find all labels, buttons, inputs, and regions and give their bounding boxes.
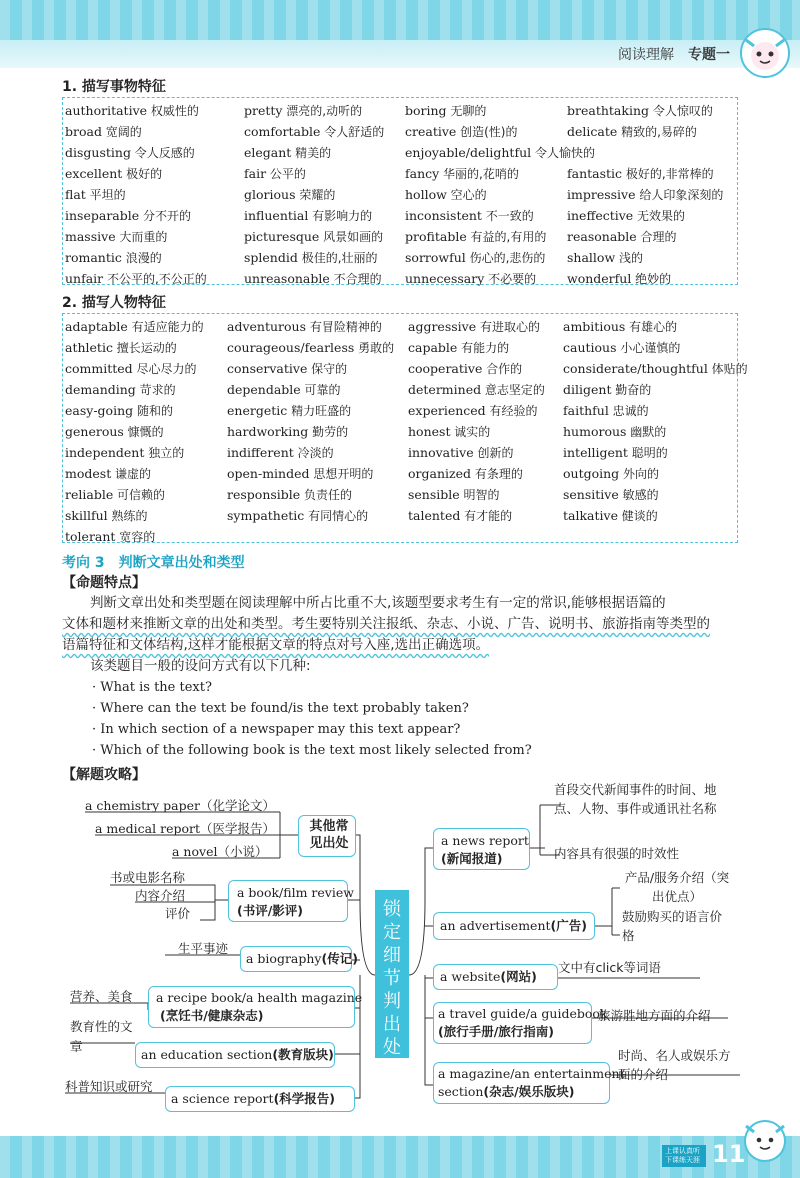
vocab-meaning: 意志坚定的 [481, 383, 545, 397]
vocab-meaning: 浅的 [615, 251, 643, 265]
vocab-meaning: 体贴的 [707, 362, 748, 376]
vocab-word: sensitive [563, 487, 619, 502]
vocab-meaning: 有益的,有用的 [466, 230, 547, 244]
vocab-meaning: 无聊的 [446, 104, 487, 118]
vocab-word: organized [408, 466, 471, 481]
question-form-1: · What is the text? [92, 680, 212, 695]
vocab-meaning: 可信赖的 [113, 488, 166, 502]
node-travel-en: a travel guide/a guidebook [438, 1006, 608, 1021]
strategy-label: 【解题攻略】 [62, 767, 146, 783]
node-other-label: 其他常见出处 [309, 819, 349, 851]
vocab-meaning: 极佳的,壮丽的 [297, 251, 378, 265]
node-travel-zh: (旅行手册/旅行指南) [438, 1024, 554, 1039]
node-ad: an advertisement(广告) [440, 918, 587, 933]
vocab-word: reasonable [567, 229, 637, 244]
vocab-word: boring [405, 103, 447, 118]
note-science: 科普知识或研究 [65, 1079, 153, 1094]
vocab-meaning: 有经验的 [485, 404, 538, 418]
vocab-meaning: 熟练的 [107, 509, 148, 523]
vocab-word: broad [65, 124, 102, 139]
vocab-word: ineffective [567, 208, 634, 223]
vocab-word: inconsistent [405, 208, 482, 223]
vocab-word: splendid [244, 250, 298, 265]
vocab-meaning: 勤劳的 [308, 425, 349, 439]
vocab-word: adaptable [65, 319, 128, 334]
vocab-word: sorrowful [405, 250, 466, 265]
vocab-word: talkative [563, 508, 618, 523]
vocab-meaning: 公平的 [266, 167, 306, 181]
kaoxiang-title: 考向 3 判断文章出处和类型 [62, 555, 245, 571]
vocab-word: inseparable [65, 208, 140, 223]
vocab-word: talented [408, 508, 461, 523]
vocab-word: courageous/fearless [227, 340, 355, 355]
feature-line-1: 判断文章出处和类型题在阅读理解中所占比重不大,该题型要求考生有一定的常识,能够根据语篇的 [90, 595, 666, 611]
vocab-meaning: 明智的 [459, 488, 500, 502]
vocab-word: considerate/thoughtful [563, 361, 708, 376]
vocab-word: comfortable [244, 124, 321, 139]
vocab-word: sympathetic [227, 508, 305, 523]
vocab-word: adventurous [227, 319, 307, 334]
vocab-meaning: 合理的 [636, 230, 677, 244]
vocab-meaning: 勤奋的 [611, 383, 652, 397]
vocab-meaning: 有进取心的 [476, 320, 540, 334]
vocab-meaning: 令人惊叹的 [649, 104, 713, 118]
vocab-word: influential [244, 208, 309, 223]
feature-line-3: 语篇特征和文体结构,这样才能根据文章的特点对号入座,选出正确选项。 [62, 637, 490, 653]
note-ad-2: 鼓励购买的语言价格 [622, 909, 723, 943]
vocab-word: hollow [405, 187, 447, 202]
vocab-word: aggressive [408, 319, 477, 334]
vocab-word: energetic [227, 403, 288, 418]
vocab-meaning: 擅长运动的 [112, 341, 177, 355]
vocab-meaning: 宽阔的 [101, 125, 142, 139]
note-news-2: 内容具有很强的时效性 [554, 846, 680, 861]
vocab-word: impressive [567, 187, 636, 202]
vocab-meaning: 分不开的 [139, 209, 191, 223]
vocab-meaning: 不公平的,不公正的 [103, 272, 207, 286]
vocab-meaning: 冷淡的 [293, 446, 334, 460]
vocab-meaning: 健谈的 [617, 509, 658, 523]
vocab-word: sensible [408, 487, 460, 502]
vocab-meaning: 尽心尽力的 [132, 362, 197, 376]
vocab-word: determined [408, 382, 482, 397]
header-topic: 专题一 [688, 47, 730, 63]
vocab-word: modest [65, 466, 112, 481]
question-form-3: · In which section of a newspaper may this text appear? [92, 722, 461, 737]
vocab-meaning: 绝妙的 [631, 272, 672, 286]
vocab-meaning: 不必要的 [484, 272, 537, 286]
vocab-word: enjoyable/delightful [405, 145, 532, 160]
note-recipe: 营养、美食 [70, 989, 133, 1004]
vocab-meaning: 浪漫的 [121, 251, 162, 265]
vocab-word: reliable [65, 487, 114, 502]
vocab-meaning: 精美的 [291, 146, 332, 160]
vocab-word: fancy [405, 166, 440, 181]
vocab-word: massive [65, 229, 116, 244]
vocab-word: cautious [563, 340, 617, 355]
vocab-meaning: 有条理的 [471, 467, 523, 481]
vocab-meaning: 令人舒适的 [320, 125, 385, 139]
vocab-meaning: 有同情心的 [304, 509, 369, 523]
vocab-word: tolerant [65, 529, 116, 544]
vocab-word: disgusting [65, 145, 131, 160]
vocab-word: committed [65, 361, 133, 376]
vocab-word: generous [65, 424, 124, 439]
vocab-meaning: 有才能的 [460, 509, 513, 523]
node-education: an education section(教育版块) [141, 1047, 334, 1062]
vocab-meaning: 不一致的 [481, 209, 534, 223]
vocab-word: indifferent [227, 445, 294, 460]
vocab-word: unreasonable [244, 271, 330, 286]
vocab-meaning: 幽默的 [626, 425, 667, 439]
question-intro: 该类题目一般的设问方式有以下几种: [90, 658, 311, 674]
vocab-meaning: 宽容的 [115, 530, 156, 544]
vocab-meaning: 随和的 [133, 404, 173, 418]
vocab-word: outgoing [563, 466, 620, 481]
node-website: a website(网站) [440, 969, 537, 984]
vocab-meaning: 有冒险精神的 [306, 320, 382, 334]
node-review-zh: (书评/影评) [237, 903, 303, 918]
vocab-word: experienced [408, 403, 486, 418]
vocab-word: skillful [65, 508, 108, 523]
note-review-content: 内容介绍 [135, 888, 186, 903]
footer-slogan: 上课认真听 下课练天涯 [662, 1145, 706, 1167]
note-magazine: 时尚、名人或娱乐方面的介绍 [618, 1048, 731, 1082]
vocab-meaning: 伤心的,悲伤的 [465, 251, 546, 265]
node-magazine-line2: section(杂志/娱乐版块) [438, 1084, 575, 1099]
vocab-word: elegant [244, 145, 292, 160]
vocab-meaning: 风景如画的 [319, 230, 384, 244]
vocab-meaning: 荣耀的 [295, 188, 336, 202]
vocab-meaning: 有适应能力的 [127, 320, 204, 334]
node-novel: a novel（小说） [172, 844, 268, 859]
vocab-word: breathtaking [567, 103, 650, 118]
vocab-word: romantic [65, 250, 122, 265]
vocab-word: responsible [227, 487, 301, 502]
vocab-meaning: 大而重的 [115, 230, 168, 244]
vocab-meaning: 保守的 [307, 362, 348, 376]
vocab-meaning: 令人愉快的 [531, 146, 595, 160]
vocab-meaning: 聪明的 [627, 446, 668, 460]
node-review-en: a book/film review [237, 885, 354, 900]
page-number: 11 [712, 1140, 746, 1168]
vocab-word: fantastic [567, 166, 623, 181]
node-recipe-zh: (烹饪书/健康杂志) [160, 1008, 264, 1023]
vocab-word: independent [65, 445, 145, 460]
node-recipe-en: a recipe book/a health magazine [156, 990, 363, 1005]
vocab-word: honest [408, 424, 451, 439]
node-news-en: a news report [441, 833, 529, 848]
note-ad-1: 产品/服务介绍（突出优点） [624, 870, 730, 904]
vocab-meaning: 忠诚的 [608, 404, 649, 418]
vocab-meaning: 漂亮的,动听的 [282, 104, 363, 118]
vocab-word: pretty [244, 103, 283, 118]
question-form-2: · Where can the text be found/is the text probably taken? [92, 701, 469, 716]
vocab-meaning: 外向的 [619, 467, 660, 481]
vocab-meaning: 合作的 [482, 362, 523, 376]
vocab-word: unfair [65, 271, 104, 286]
vocab-meaning: 谦虚的 [111, 467, 152, 481]
vocab-meaning: 无效果的 [633, 209, 686, 223]
vocab-meaning: 平坦的 [85, 188, 126, 202]
footer-mascot-icon [740, 1116, 790, 1166]
vocab-word: intelligent [563, 445, 628, 460]
vocab-meaning: 有雄心的 [625, 320, 678, 334]
vocab-word: diligent [563, 382, 612, 397]
vocab-meaning: 苛求的 [135, 383, 176, 397]
vocab-meaning: 极好的,非常棒的 [622, 167, 714, 181]
vocab-word: glorious [244, 187, 296, 202]
node-news-zh: (新闻报道) [441, 851, 503, 866]
note-travel: 旅游胜地方面的介绍 [598, 1008, 711, 1023]
vocab-meaning: 有影响力的 [308, 209, 373, 223]
node-biography: a biography(传记) [246, 951, 358, 966]
vocab-meaning: 精力旺盛的 [287, 404, 352, 418]
vocab-word: creative [405, 124, 457, 139]
vocab-word: cooperative [408, 361, 483, 376]
mind-map-center: 锁定细节判出处 [375, 890, 409, 1058]
vocab-word: open-minded [227, 466, 310, 481]
vocab-word: ambitious [563, 319, 626, 334]
feature-line-2: 文体和题材来推断文章的出处和类型。考生要特别关注报纸、杂志、小说、广告、说明书、旅游指南等类型的 [62, 616, 710, 632]
vocab-word: flat [65, 187, 86, 202]
vocab-meaning: 小心谨慎的 [616, 341, 681, 355]
vocab-word: picturesque [244, 229, 320, 244]
vocab-word: faithful [563, 403, 609, 418]
vocab-meaning: 独立的 [144, 446, 185, 460]
vocab-word: dependable [227, 382, 301, 397]
vocab-meaning: 极好的 [122, 167, 163, 181]
vocab-meaning: 空心的 [446, 188, 487, 202]
vocab-meaning: 华丽的,花哨的 [439, 167, 519, 181]
vocab-meaning: 敏感的 [618, 488, 659, 502]
vocab-word: wonderful [567, 271, 632, 286]
vocab-meaning: 负责任的 [300, 488, 353, 502]
note-biography: 生平事迹 [178, 941, 229, 956]
vocab-word: athletic [65, 340, 113, 355]
vocab-word: demanding [65, 382, 136, 397]
vocab-meaning: 给人印象深刻的 [635, 188, 724, 202]
vocab-word: humorous [563, 424, 627, 439]
section-title-things: 1. 描写事物特征 [62, 79, 166, 95]
node-medical-report: a medical report（医学报告） [95, 821, 275, 836]
feature-label: 【命题特点】 [62, 575, 146, 591]
section-title-people: 2. 描写人物特征 [62, 295, 166, 311]
vocab-meaning: 诚实的 [450, 425, 491, 439]
note-education: 教育性的文章 [70, 1019, 133, 1054]
note-review-title: 书或电影名称 [110, 870, 186, 885]
vocab-meaning: 勇敢的 [354, 341, 395, 355]
vocab-meaning: 创新的 [473, 446, 514, 460]
node-chemistry-paper: a chemistry paper（化学论文） [85, 798, 276, 813]
vocab-word: capable [408, 340, 458, 355]
vocab-word: excellent [65, 166, 123, 181]
vocab-word: fair [244, 166, 267, 181]
vocab-meaning: 可靠的 [300, 383, 341, 397]
vocab-word: conservative [227, 361, 308, 376]
question-form-4: · Which of the following book is the text most likely selected from? [92, 743, 532, 758]
note-website: 文中有click等词语 [558, 960, 661, 975]
vocab-word: hardworking [227, 424, 309, 439]
note-review-comment: 评价 [165, 906, 191, 921]
vocab-word: easy-going [65, 403, 134, 418]
node-science: a science report(科学报告) [171, 1091, 335, 1106]
note-news-1: 首段交代新闻事件的时间、地点、人物、事件或通讯社名称 [554, 782, 717, 816]
vocab-meaning: 思想开明的 [309, 467, 374, 481]
node-magazine-en: a magazine/an entertainment [438, 1066, 625, 1081]
vocab-meaning: 慷慨的 [123, 425, 164, 439]
vocab-word: unnecessary [405, 271, 485, 286]
vocab-word: authoritative [65, 103, 148, 118]
vocab-word: delicate [567, 124, 618, 139]
vocab-word: innovative [408, 445, 474, 460]
header-section: 阅读理解 [618, 47, 674, 63]
vocab-meaning: 创造(性)的 [456, 125, 518, 139]
vocab-meaning: 权威性的 [147, 104, 199, 118]
vocab-meaning: 有能力的 [457, 341, 510, 355]
vocab-word: shallow [567, 250, 616, 265]
vocab-word: profitable [405, 229, 467, 244]
vocab-meaning: 精致的,易碎的 [617, 125, 697, 139]
vocab-meaning: 不合理的 [329, 272, 382, 286]
vocab-meaning: 令人反感的 [130, 146, 195, 160]
